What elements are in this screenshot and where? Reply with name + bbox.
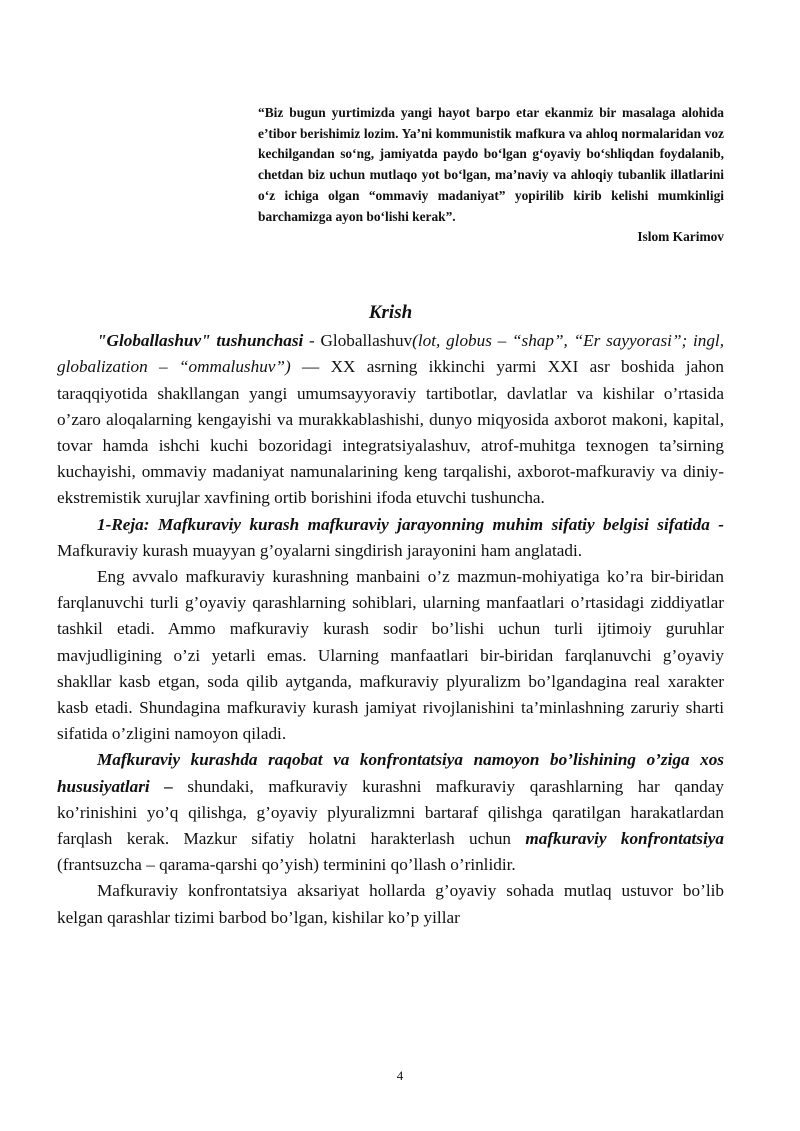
paragraph-confrontation: Mafkuraviy konfrontatsiya aksariyat hollarda g’oyaviy sohada mutlaq ustuvor bo’lib kelgan qarashlar tizimi barbod bo’lgan, kishilar ko’p yillar (57, 881, 724, 927)
paragraph-globalization (57, 328, 724, 511)
competition-title: Mafkuraviy kurashda raqobat va konfrontatsiya namoyon bo’lishining o’ziga xos hususiyatlari – (57, 750, 724, 796)
term-confrontation: mafkuraviy konfrontatsiya (525, 829, 724, 849)
paragraph-source-of-struggle: Eng avvalo mafkuraviy kurashning manbaini o’z mazmun-mohiyatiga ko’ra bir-biridan farqlanuvchi turli g’oyaviy qarashlarning sohiblari, ularning manfaatlari o’rtasidagi ziddiyatlar tashkil etadi. Ammo mafkuraviy kurash sodir bo’lishi uchun turli ijtimoiy guruhlar mavjudligining o’zi yetarli emas. Ularning manfaatlari bir-biridan farqlanuvchi g’oyaviy shakllar kasb etgan, soda qilib aytganda, mafkuraviy plyuralizm bo’lgandagina real xarakter kasb etadi. Shundagina mafkuraviy kurash jamiyat rivojlanishini ta’minlashning zaruriy sharti sifatida o’zligini namoyon qiladi. (57, 567, 724, 744)
paragraph-text: — XX asrning ikkinchi yarmi XXI asr boshida jahon taraqqiyotida shakllangan yangi umumsayyoraviy tartibotlar, davlatlar va kishilar o’rtasida o’zaro aloqalarning kengayishi va murakkablashishi, dunyo miqyosida axborot makoni, kapital, tovar hamda ishchi kuchi bozoridagi integratsiyalashuv, atrof-muhitga texnogen ta’sirning kuchayishi, ommaviy madaniyat namunalarining keng tarqalishi, axborot-mafkuraviy va diniy-ekstremistik xurujlar xavfining ortib borishini ifoda etuvchi tushuncha. (57, 357, 724, 508)
main-text (57, 300, 724, 931)
page-number: 4 (396, 1068, 404, 1083)
section-heading: Krish (368, 302, 413, 323)
term-globalization: "Globallashuv" tushunchasi (97, 331, 304, 351)
paragraph-text: shundaki, mafkuraviy kurashni mafkuraviy qarashlarning har qanday ko’rinishini yo’q qilishga, g’oyaviy plyuralizmni bartaraf qilishga qaratilgan harakatlardan farqlash kerak. Mazkur sifatiy holatni harakterlash uchun (57, 776, 724, 849)
dash: - (303, 331, 321, 351)
plan-1-title: 1-Reja: Mafkuraviy kurash mafkuraviy jarayonning muhim sifatiy belgisi sifatida - (97, 514, 724, 534)
epigraph-text: “Biz bugun yurtimizda yangi hayot barpo etar ekanmiz bir masalaga alohida e’tibor berishimiz lozim. Ya’ni kommunistik mafkura va ahloq normalaridan voz kechilgandan so‘ng, jamiyatda paydo bo‘lgan g‘oyaviy bo‘shliqdan foydalanib, chetdan biz uchun mutlaqo yot bo‘lgan, ma’naviy va ahloqiy tubanlik illatlarini o‘z ichiga olgan “ommaviy madaniyat” yopirilib kirib kelishi mumkinligi barchamizga ayon bo‘lishi kerak”. (258, 105, 724, 224)
paragraph-text: Mafkuraviy kurash muayyan g’oyalarni singdirish jarayonini ham anglatadi. (57, 540, 583, 560)
word-globalization: Globallashuv (320, 331, 413, 351)
epigraph-author: Islom Karimov (637, 229, 724, 245)
epigraph (258, 103, 724, 248)
paragraph-text: (frantsuzcha – qarama-qarshi qo’yish) terminini qo’llash o’rinlidir. (57, 855, 516, 875)
paragraph-competition (57, 747, 724, 878)
paragraph-plan-1 (57, 512, 724, 564)
etymology: (lot, globus – “shap”, “Er sayyorasi”; ingl, globalization – “ommalushuv”) (57, 331, 724, 377)
